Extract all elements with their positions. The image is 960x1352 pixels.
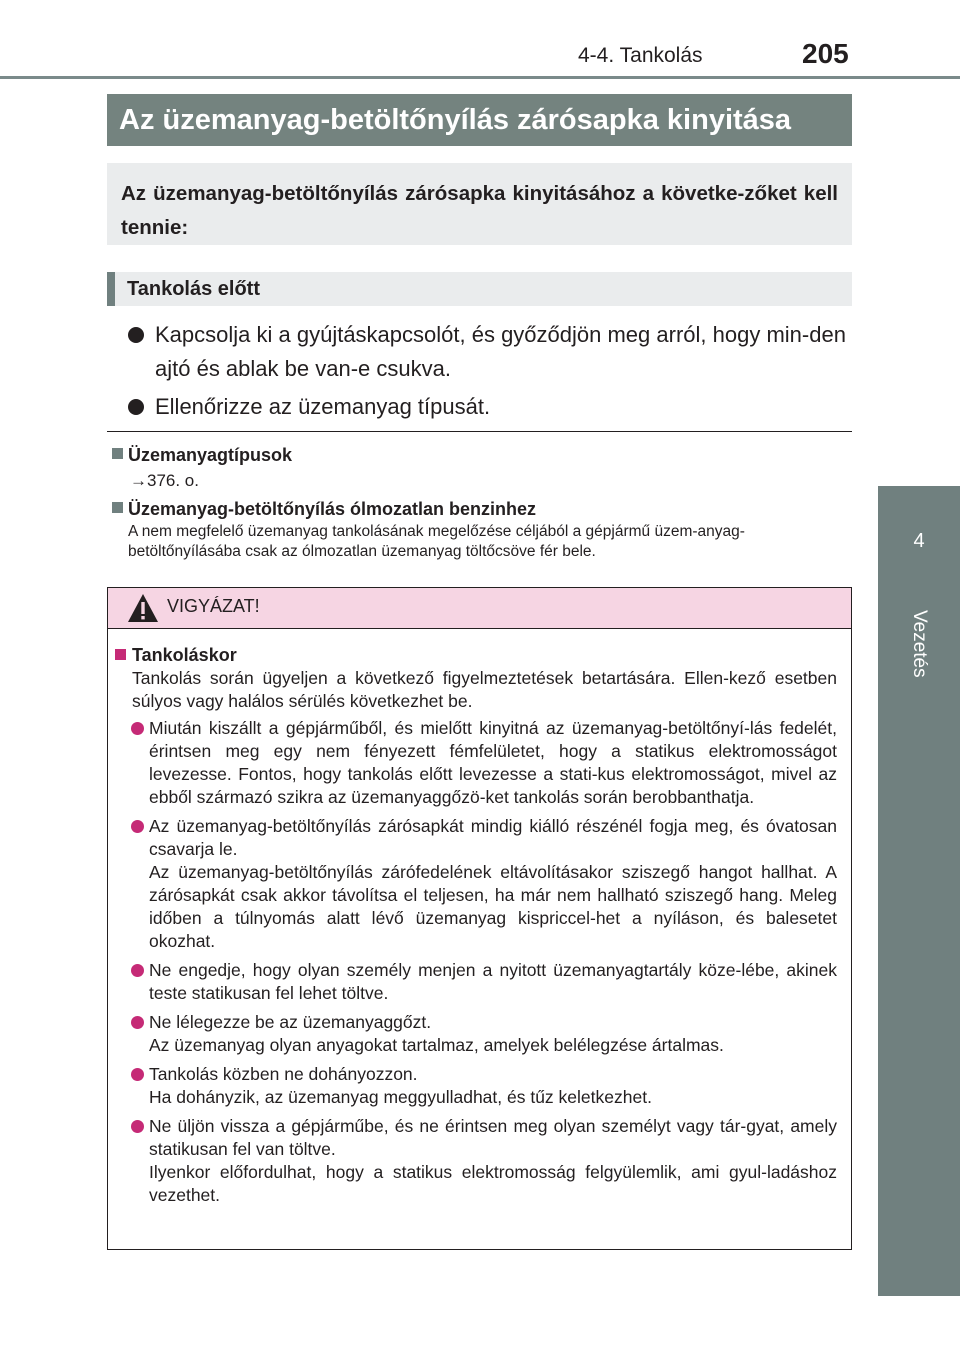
warning-item: Az üzemanyag-betöltőnyílás zárósapkát mindig kiálló részénél fogja meg, és óvatosan csavarja le. Az üzemanyag-betöltőnyílás zárófedelének eltávolításakor sziszegő hangot hallhat. A zárósapkát csak akkor távolítsa el teljesen, ha már nem hallható sziszegő hang. Meleg időben a túlnyomás alatt lévő üzemanyag kispriccel-het a nyíláson, és balesetet okozhat. bbox=[115, 815, 837, 953]
chapter-number: 4 bbox=[878, 486, 960, 586]
section-title: Az üzemanyag-betöltőnyílás zárósapka kinyitása bbox=[107, 94, 852, 146]
info-heading-fuel-types: Üzemanyagtípusok bbox=[112, 442, 852, 468]
warning-box bbox=[107, 587, 852, 1250]
warning-item: Ne lélegezze be az üzemanyaggőzt. Az üzemanyag olyan anyagokat tartalmaz, amelyek belélegzése ártalmas. bbox=[115, 1011, 837, 1057]
warning-item: Ne engedje, hogy olyan személy menjen a nyitott üzemanyagtartály köze-lébe, akinek teste statikusan fel lehet töltve. bbox=[115, 959, 837, 1005]
bullet-icon bbox=[128, 399, 144, 415]
header-divider bbox=[0, 76, 960, 79]
warning-header bbox=[108, 588, 851, 629]
page-reference-link[interactable]: →376. o. bbox=[130, 471, 199, 490]
warning-item: Ne üljön vissza a gépjárműbe, és ne érintsen meg olyan személyt vagy tár-gyat, amely statikusan fel van töltve. Ilyenkor előfordulhat, hogy a statikus elektromosság felgyülemlik, ami gyul-ladáshoz vezethet. bbox=[115, 1115, 837, 1207]
warning-subheading: Tankoláskor bbox=[115, 644, 837, 667]
intro-box bbox=[107, 163, 852, 245]
warning-label: VIGYÁZAT! bbox=[167, 596, 260, 616]
subheading-before-refueling: Tankolás előtt bbox=[107, 272, 852, 306]
page-number: 205 bbox=[802, 38, 849, 69]
section-divider bbox=[107, 431, 852, 432]
warning-item: Miután kiszállt a gépjárműből, és mielőtt kinyitná az üzemanyag-betöltőnyí-lás fedelét, érintsen meg egy nem fényezett fémfelületet, hogy a statikus elektromosságot levezesse. Fontos, hogy tankolás előtt levezesse a stati-kus elektromosságot, mivel az ebből származó szikra az üzemanyaggőzö-ket tankolás során berobbanthatja. bbox=[115, 717, 837, 809]
chapter-side-tab bbox=[878, 486, 960, 1296]
square-bullet-icon bbox=[112, 448, 123, 459]
main-list bbox=[128, 318, 854, 428]
warning-item: Tankolás közben ne dohányozzon. Ha dohányzik, az üzemanyag meggyulladhat, és tűz keletkezhet. bbox=[115, 1063, 837, 1109]
bullet-icon bbox=[131, 1120, 144, 1133]
intro-text: Az üzemanyag-betöltőnyílás zárósapka kinyitásához a követke-zőket kell tennie: bbox=[121, 182, 838, 239]
bullet-icon bbox=[131, 820, 144, 833]
bullet-icon bbox=[128, 327, 144, 343]
bullet-icon bbox=[131, 1016, 144, 1029]
info-heading-unleaded: Üzemanyag-betöltőnyílás ólmozatlan benzinhez bbox=[112, 496, 852, 522]
square-bullet-icon bbox=[115, 649, 126, 660]
list-item-text: Kapcsolja ki a gyújtáskapcsolót, és győződjön meg arról, hogy min-den ajtó és ablak be van-e csukva. bbox=[155, 322, 846, 381]
list-item bbox=[128, 318, 854, 386]
bullet-icon bbox=[131, 722, 144, 735]
warning-intro-text: Tankolás során ügyeljen a következő figyelmeztetések betartására. Ellen-kező esetben súlyos vagy halálos sérülés következhet be. bbox=[132, 668, 837, 711]
running-header-section: 4-4. Tankolás bbox=[578, 44, 703, 67]
warning-content bbox=[115, 644, 837, 1213]
list-item bbox=[128, 390, 854, 424]
bullet-icon bbox=[131, 964, 144, 977]
bullet-icon bbox=[131, 1068, 144, 1081]
square-bullet-icon bbox=[112, 502, 123, 513]
list-item-text: Ellenőrizze az üzemanyag típusát. bbox=[155, 394, 491, 419]
info-text-unleaded: A nem megfelelő üzemanyag tankolásának megelőzése céljából a gépjármű üzem-anyag-betöltőnyílásába csak az ólmozatlan üzemanyag töltőcsöve fér bele. bbox=[128, 523, 745, 560]
info-section bbox=[112, 442, 852, 562]
warning-triangle-icon bbox=[127, 593, 159, 623]
chapter-name: Vezetés bbox=[909, 610, 930, 678]
